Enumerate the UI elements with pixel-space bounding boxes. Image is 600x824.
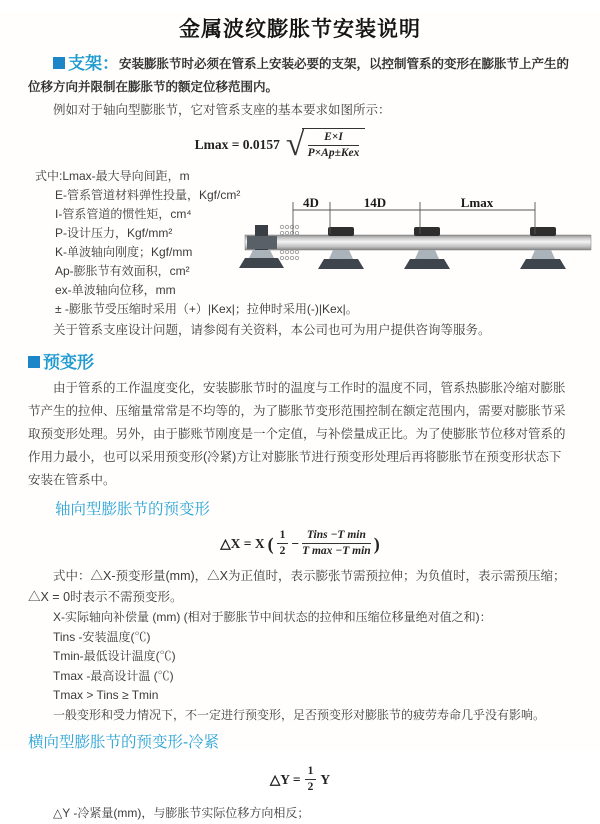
subheading-axial: 轴向型膨胀节的预变形 — [55, 501, 211, 518]
one-half-fraction: $\frac{1}{2}$ — [277, 529, 289, 558]
support-closing-line: 关于管系支座设计问题，请参阅有关资料，本公司也可为用户提供咨询等服务。 — [53, 323, 491, 337]
formula-lateral-lhs: △Y = — [269, 771, 301, 787]
formula-lmax-numerator: E×I — [308, 131, 360, 146]
axial-note: Tmax -最高设计温 (℃) — [53, 668, 174, 683]
formula-lateral — [0, 765, 600, 794]
formula-axial — [0, 529, 600, 558]
close-paren: ) — [373, 533, 380, 554]
section-heading-predeform: 预变形 — [43, 353, 94, 372]
formula-lmax-lhs: Lmax = 0.0157 — [194, 136, 280, 152]
axial-note: Tmax > Tins ≥ Tmin — [53, 688, 159, 702]
page-title: 金属波纹膨胀节安装说明 — [179, 18, 421, 41]
temperature-fraction: $\frac{\text{Tins −T min}}{\text{T max −T min}}$ — [302, 529, 371, 557]
predeform-heading-line — [28, 351, 572, 375]
formula-lateral-rhs: Y — [320, 771, 331, 787]
dimension-label-lmax: Lmax — [460, 195, 494, 210]
axial-note: 式中：△X-预变形量(mm)，△X为正值时，表示膨张节需预拉伸；为负值时，表示需预压缩；△X = 0时表示不需预变形。 — [28, 569, 566, 604]
pipe-support-diagram — [243, 195, 593, 295]
definition-item: ± -膨胀节受压缩时采用（+）|Kex|；拉伸时采用(-)|Kex|。 — [55, 302, 358, 316]
support-intro-paragraph — [28, 52, 572, 99]
definition-item: E-管系管道材料弹性投量，Kgf/cm² — [55, 188, 241, 202]
axial-note: Tmin-最低设计温度(℃) — [53, 649, 176, 663]
dimension-label-4d: 4D — [303, 195, 319, 210]
radical-sign-icon: √ — [285, 125, 305, 163]
definition-item: K-单波轴向刚度；Kgf/mm — [55, 245, 193, 259]
minus-sign: − — [291, 535, 300, 551]
blue-square-icon — [53, 57, 65, 69]
definitions-and-diagram — [0, 167, 600, 342]
open-paren: ( — [267, 533, 274, 554]
definition-item: Ap-膨胀节有效面积，cm² — [55, 264, 190, 278]
blue-square-icon — [28, 356, 40, 368]
support-example-line: 例如对于轴向型膨胀节，它对管系支座的基本要求如图所示： — [53, 103, 391, 117]
square-root — [285, 125, 366, 163]
axial-note: Tins -安装温度(℃) — [53, 629, 151, 644]
support-intro-text: 安装膨胀节时必须在管系上安装必要的支架，以控制管系的变形在膨胀节上产生的位移方向并限制在膨胀节的额定位移范围内。 — [28, 57, 570, 94]
formula-lmax — [0, 125, 600, 163]
one-half-fraction: $\frac{1}{2}$ — [305, 765, 317, 794]
definition-item: P-设计压力，Kgf/mm² — [55, 226, 173, 240]
section-heading-support: 支架： — [68, 54, 119, 73]
definition-item: ex-单波轴向位移，mm — [55, 283, 176, 297]
dimension-label-14d: 14D — [363, 195, 387, 210]
formula-lmax-denominator: P×Ap±Kex — [307, 147, 360, 159]
formula-axial-lhs: △X = X — [220, 535, 265, 551]
predeform-paragraph: 由于管系的工作温度变化，安装膨胀节时的温度与工作时的温度不同，管系热膨胀冷缩对膨胀节产生的拉伸、压缩量常常是不均等的，为了膨胀节变形范围控制在额定范围内，需要对膨胀节采取预变形处理。另外，由于膨账节刚度是一个定值，与补偿量成正比。为了使膨胀节位移对管系的作用力最小，也可以采用预变形(冷紧)方让对膨胀节进行预变形处理后再将膨胀节在预变形状态下安装在管系中。 — [28, 381, 566, 487]
lateral-note: △Y -冷紧量(mm)，与膨胀节实际位移方向相反； — [53, 806, 310, 820]
pipe — [245, 235, 591, 250]
subheading-lateral: 横向型膨胀节的预变形-冷紧 — [28, 734, 220, 751]
axial-note: 一般变形和受力情况下，不一定进行预变形，足否预变形对膨胀节的疲劳寿命几乎没有影响。 — [53, 707, 546, 722]
document-page — [0, 13, 600, 820]
formula-lmax-fraction — [308, 131, 360, 160]
definition-item: I-管系管道的惯性矩，cm⁴ — [55, 207, 192, 221]
definition-item: 式中:Lmax-最大导向间距，m — [35, 169, 190, 183]
axial-note: X-实际轴向补偿量 (mm) (相对于膨胀节中间状态的拉伸和压缩位移量绝对值之和)： — [53, 610, 492, 624]
